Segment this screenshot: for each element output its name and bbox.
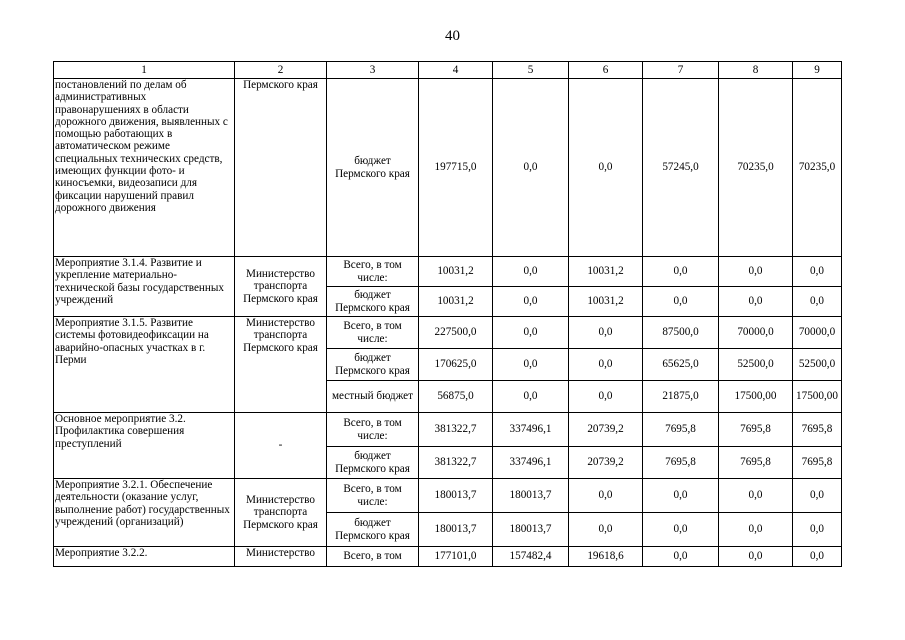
amount-cell: 180013,7 <box>493 513 569 547</box>
amount-cell: 0,0 <box>793 479 842 513</box>
funding-source-cell: бюджет Пермского края <box>327 447 419 479</box>
amount-cell: 0,0 <box>793 547 842 567</box>
col-header: 9 <box>793 62 842 79</box>
table-row <box>54 413 842 447</box>
amount-cell: 177101,0 <box>419 547 493 567</box>
amount-cell: 0,0 <box>569 79 643 257</box>
amount-cell: 0,0 <box>719 513 793 547</box>
measure-name-cell: Мероприятие 3.2.1. Обеспечение деятельности (оказание услуг, выполнение работ) государственных учреждений (организаций) <box>54 479 235 547</box>
funding-source-cell: Всего, в том <box>327 547 419 567</box>
amount-cell: 19618,6 <box>569 547 643 567</box>
amount-cell: 70235,0 <box>793 79 842 257</box>
amount-cell: 0,0 <box>719 479 793 513</box>
amount-cell: 0,0 <box>793 287 842 317</box>
amount-cell: 0,0 <box>569 381 643 413</box>
amount-cell: 0,0 <box>493 381 569 413</box>
amount-cell: 17500,00 <box>793 381 842 413</box>
amount-cell: 52500,0 <box>793 349 842 381</box>
amount-cell: 337496,1 <box>493 447 569 479</box>
amount-cell: 0,0 <box>793 257 842 287</box>
amount-cell: 70000,0 <box>719 317 793 349</box>
amount-cell: 0,0 <box>793 513 842 547</box>
amount-cell: 197715,0 <box>419 79 493 257</box>
amount-cell: 70000,0 <box>793 317 842 349</box>
amount-cell: 0,0 <box>569 317 643 349</box>
amount-cell: 180013,7 <box>419 479 493 513</box>
col-header: 5 <box>493 62 569 79</box>
amount-cell: 0,0 <box>643 479 719 513</box>
amount-cell: 0,0 <box>493 317 569 349</box>
amount-cell: 0,0 <box>569 479 643 513</box>
measure-name-cell: Мероприятие 3.1.4. Развитие и укрепление материально-технической базы государственных учреждений <box>54 257 235 317</box>
executor-cell: - <box>235 413 327 479</box>
budget-table <box>53 61 842 567</box>
col-header: 6 <box>569 62 643 79</box>
table-row <box>54 547 842 567</box>
amount-cell: 0,0 <box>493 287 569 317</box>
amount-cell: 70235,0 <box>719 79 793 257</box>
amount-cell: 10031,2 <box>569 257 643 287</box>
amount-cell: 227500,0 <box>419 317 493 349</box>
header-row <box>54 62 842 79</box>
executor-cell: Пермского края <box>235 79 327 257</box>
amount-cell: 0,0 <box>569 513 643 547</box>
amount-cell: 0,0 <box>569 349 643 381</box>
amount-cell: 17500,00 <box>719 381 793 413</box>
amount-cell: 7695,8 <box>719 413 793 447</box>
amount-cell: 52500,0 <box>719 349 793 381</box>
funding-source-cell: местный бюджет <box>327 381 419 413</box>
executor-cell: Министерство транспорта Пермского края <box>235 257 327 317</box>
page-number: 40 <box>445 28 460 44</box>
amount-cell: 57245,0 <box>643 79 719 257</box>
amount-cell: 20739,2 <box>569 413 643 447</box>
amount-cell: 0,0 <box>493 79 569 257</box>
funding-source-cell: бюджет Пермского края <box>327 513 419 547</box>
amount-cell: 10031,2 <box>569 287 643 317</box>
amount-cell: 7695,8 <box>793 447 842 479</box>
table-row <box>54 317 842 349</box>
amount-cell: 20739,2 <box>569 447 643 479</box>
amount-cell: 170625,0 <box>419 349 493 381</box>
table-row <box>54 257 842 287</box>
amount-cell: 381322,7 <box>419 447 493 479</box>
amount-cell: 180013,7 <box>493 479 569 513</box>
amount-cell: 10031,2 <box>419 257 493 287</box>
amount-cell: 7695,8 <box>643 447 719 479</box>
executor-cell: Министерство <box>235 547 327 567</box>
col-header: 8 <box>719 62 793 79</box>
amount-cell: 65625,0 <box>643 349 719 381</box>
amount-cell: 87500,0 <box>643 317 719 349</box>
funding-source-cell: Всего, в том числе: <box>327 413 419 447</box>
executor-cell: Министерство транспорта Пермского края <box>235 317 327 413</box>
amount-cell: 180013,7 <box>419 513 493 547</box>
amount-cell: 10031,2 <box>419 287 493 317</box>
amount-cell: 0,0 <box>643 257 719 287</box>
executor-cell: Министерство транспорта Пермского края <box>235 479 327 547</box>
amount-cell: 56875,0 <box>419 381 493 413</box>
funding-source-cell: бюджет Пермского края <box>327 79 419 257</box>
funding-source-cell: бюджет Пермского края <box>327 349 419 381</box>
col-header: 3 <box>327 62 419 79</box>
col-header: 2 <box>235 62 327 79</box>
amount-cell: 0,0 <box>719 257 793 287</box>
amount-cell: 7695,8 <box>719 447 793 479</box>
funding-source-cell: Всего, в том числе: <box>327 257 419 287</box>
amount-cell: 0,0 <box>643 513 719 547</box>
table-row <box>54 479 842 513</box>
amount-cell: 157482,4 <box>493 547 569 567</box>
amount-cell: 7695,8 <box>793 413 842 447</box>
amount-cell: 381322,7 <box>419 413 493 447</box>
amount-cell: 0,0 <box>719 287 793 317</box>
table-row <box>54 79 842 257</box>
amount-cell: 21875,0 <box>643 381 719 413</box>
col-header: 1 <box>54 62 235 79</box>
amount-cell: 7695,8 <box>643 413 719 447</box>
col-header: 7 <box>643 62 719 79</box>
funding-source-cell: бюджет Пермского края <box>327 287 419 317</box>
amount-cell: 0,0 <box>493 257 569 287</box>
funding-source-cell: Всего, в том числе: <box>327 317 419 349</box>
amount-cell: 337496,1 <box>493 413 569 447</box>
amount-cell: 0,0 <box>643 547 719 567</box>
amount-cell: 0,0 <box>643 287 719 317</box>
amount-cell: 0,0 <box>493 349 569 381</box>
funding-source-cell: Всего, в том числе: <box>327 479 419 513</box>
measure-name-cell: Мероприятие 3.1.5. Развитие системы фотовидеофиксации на аварийно-опасных участках в г. Перми <box>54 317 235 413</box>
measure-name-cell: Основное мероприятие 3.2. Профилактика совершения преступлений <box>54 413 235 479</box>
measure-name-cell: Мероприятие 3.2.2. <box>54 547 235 567</box>
col-header: 4 <box>419 62 493 79</box>
amount-cell: 0,0 <box>719 547 793 567</box>
measure-name-cell: постановлений по делам об административных правонарушениях в области дорожного движения, выявленных с помощью работающих в автоматическом режиме специальных технических средств, имеющих функции фото- и киносъемки, видеозаписи для фиксации нарушений правил дорожного движения <box>54 79 235 257</box>
